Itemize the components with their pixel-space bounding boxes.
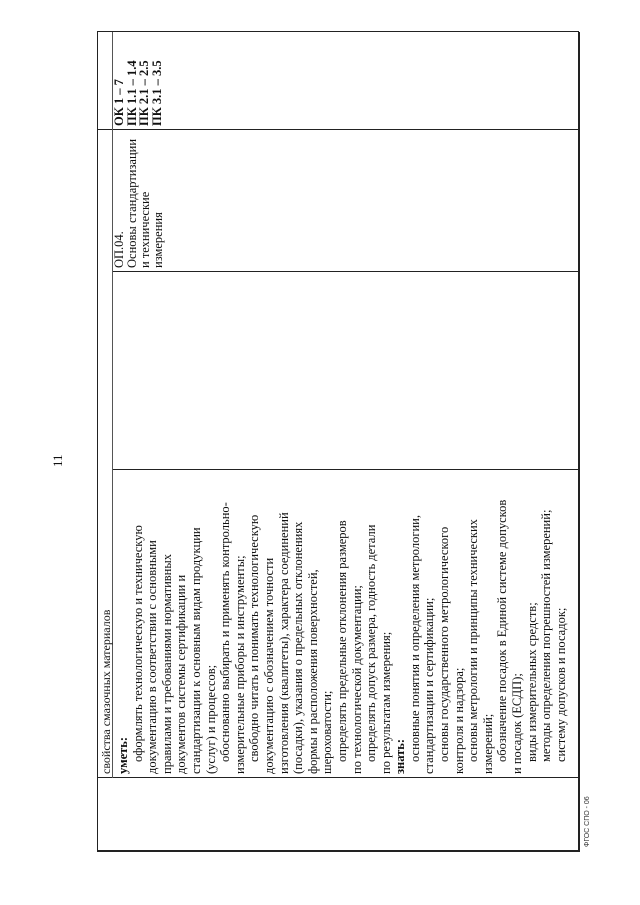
skill-line: формы и расположения поверхностей,	[305, 569, 320, 774]
skill-line: и посадок (ЕСДП);	[510, 673, 525, 774]
skill-line: свободно читать и понимать технологическую	[247, 514, 262, 762]
subject-title-line: и технические	[138, 191, 152, 268]
skill-line: (услуг) и процессов;	[203, 664, 218, 774]
table-border-right	[97, 31, 579, 32]
table-border-bottom	[578, 32, 580, 852]
competency-code: ПК 2.1 – 2.5	[137, 60, 151, 126]
skill-line: оформлять технологическую и техническую	[130, 525, 145, 762]
skill-line: по результатам измерения;	[378, 631, 393, 774]
skill-line: (посадки), указания о предельных отклонениях	[291, 521, 306, 774]
competency-code: ПК 3.1 – 3.5	[149, 60, 164, 126]
subject-cell	[113, 139, 165, 268]
column-divider	[112, 271, 579, 272]
skill-line: стандартизации к основным видам продукции	[188, 527, 203, 774]
skills-cell	[116, 500, 568, 774]
subject-title-line: Основы стандартизации	[125, 138, 139, 268]
skill-line: правилами и требованиями нормативных	[159, 553, 174, 774]
footer-label: ФГОС СПО - 06	[584, 796, 591, 847]
column-divider	[112, 469, 579, 470]
competencies-cell	[113, 60, 163, 126]
skill-line: определять допуск размера, годность детали	[364, 524, 379, 762]
skill-line: шероховатости;	[320, 690, 335, 774]
competency-code: ОК 1 – 7	[112, 79, 126, 126]
skill-line: методы определения погрешностей измерений;	[539, 509, 554, 762]
skill-line: измерений;	[480, 713, 495, 774]
table-border-top	[97, 32, 98, 852]
skill-line: документацию с обозначением точности	[261, 557, 276, 774]
skill-line: основы метрологии и принципы технических	[466, 519, 481, 762]
skill-line: систему допусков и посадок;	[553, 607, 568, 762]
skill-line: контроля и надзора;	[451, 667, 466, 774]
skills-heading: уметь:	[116, 736, 130, 774]
skill-line: документов системы сертификации и	[174, 574, 189, 774]
skill-line: обозначение посадок в Единой системе допусков	[495, 499, 510, 762]
skill-line: измерительные приборы и инструменты;	[232, 555, 247, 774]
skill-line: стандартизации и сертификации;	[422, 597, 437, 774]
skill-line: документацию в соответствии с основными	[145, 540, 160, 774]
skill-line: изготовления (квалитеты), характера соединений	[276, 512, 291, 774]
skill-line: по технологической документации;	[349, 585, 364, 774]
subject-code: ОП.04.	[112, 231, 126, 268]
competency-code: ПК 1.1 – 1.4	[124, 60, 139, 126]
table-border-left	[97, 851, 579, 853]
skills-heading: знать:	[393, 738, 408, 774]
page-number: 11	[50, 454, 65, 467]
column-divider	[97, 129, 579, 130]
continuation-text: свойства смазочных материалов	[99, 609, 113, 774]
skill-line: определять предельные отклонения размеров	[334, 520, 349, 762]
skill-line: виды измерительных средств;	[524, 602, 539, 762]
skill-line: обоснованно выбирать и применять контрольно-	[218, 502, 233, 762]
skill-line: основы государственного метрологического	[437, 526, 452, 762]
column-divider	[97, 777, 579, 778]
subject-title-line: измерения	[151, 212, 165, 268]
skill-line: основные понятия и определения метрологии,	[407, 515, 422, 762]
